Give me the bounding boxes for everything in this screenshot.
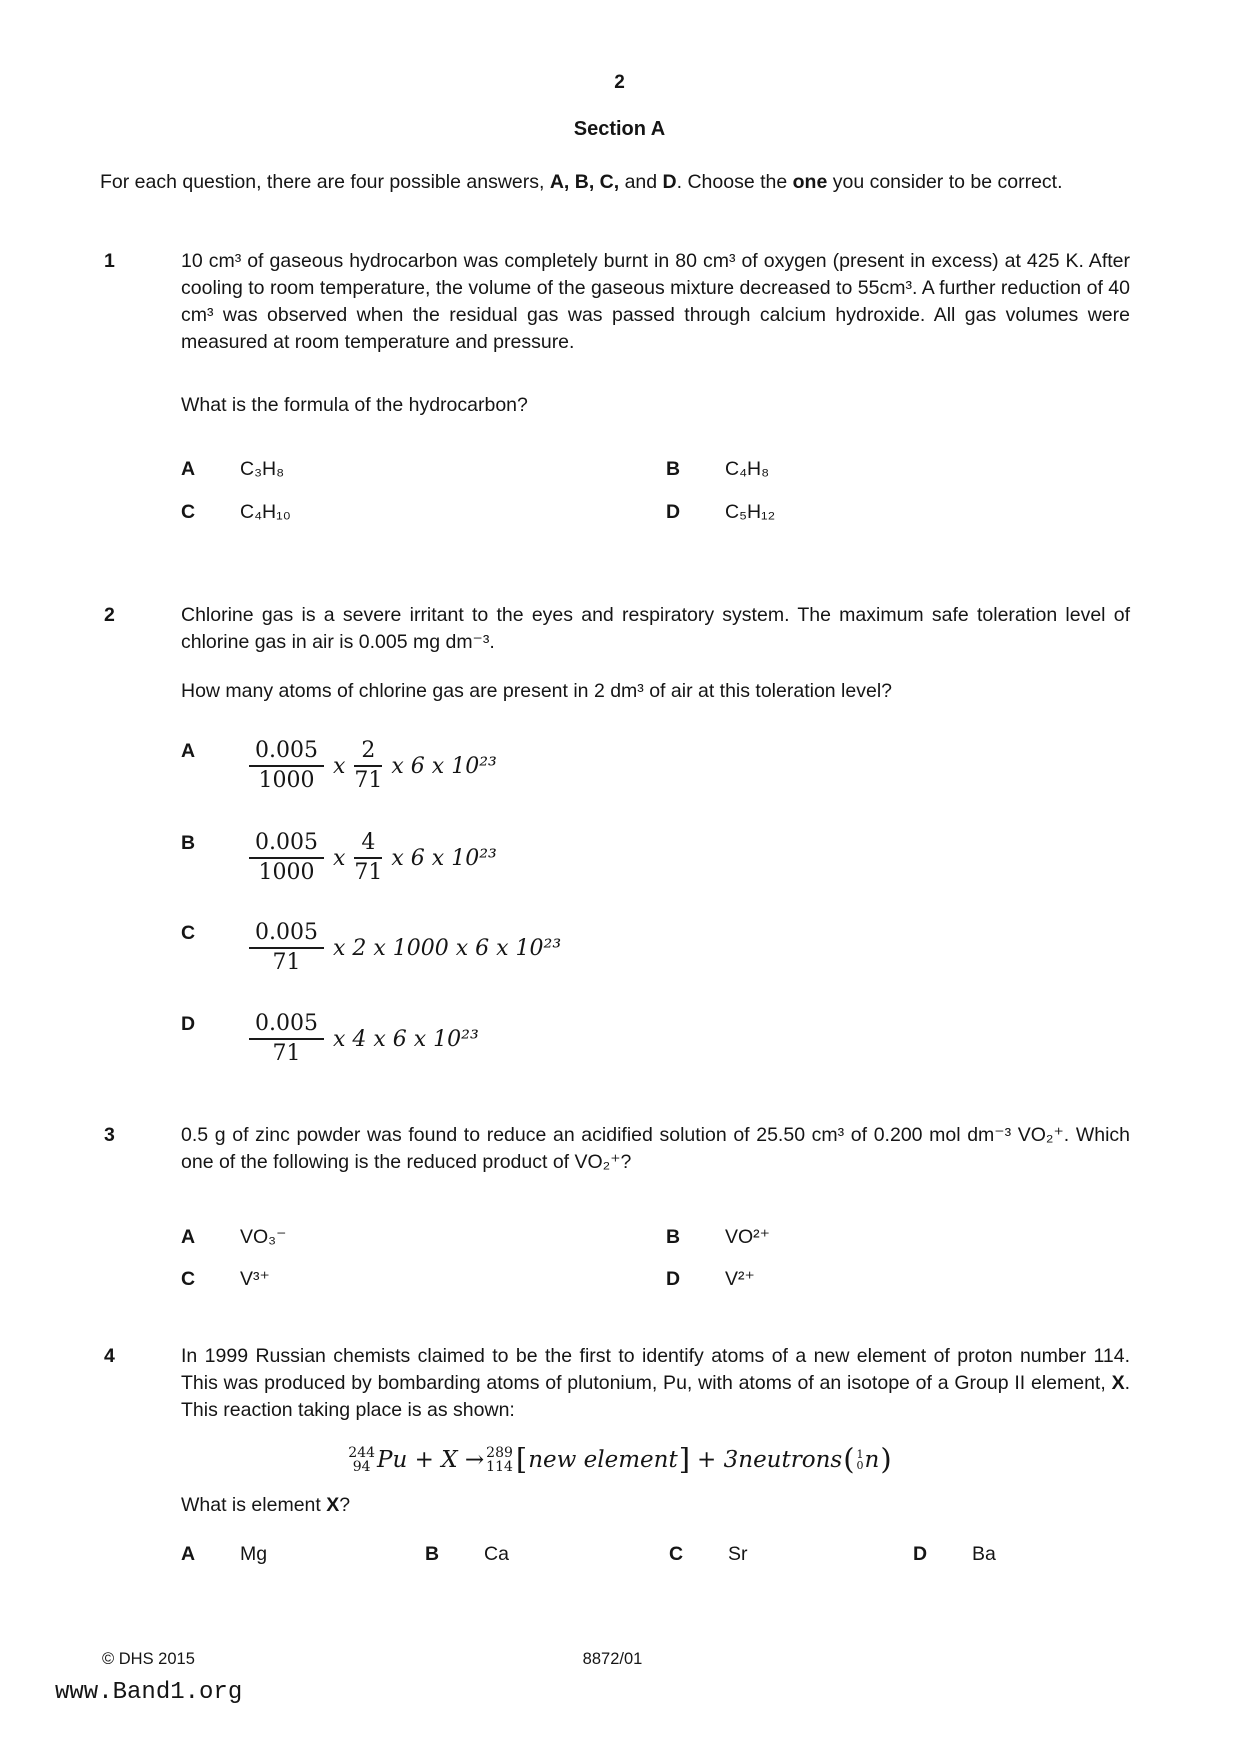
- neutron-numbers: [857, 1449, 864, 1471]
- option-letter-c: C: [669, 1543, 684, 1565]
- question-4-prompt-text: ?: [339, 1494, 351, 1516]
- option-letter-d: D: [666, 1268, 681, 1290]
- option-letter-b: B: [666, 1226, 681, 1248]
- paren-close: ): [880, 1442, 892, 1476]
- formula-tail: x 2 x 1000 x 6 x 10²³: [332, 935, 562, 961]
- footer-website: www.Band1.org: [55, 1679, 243, 1706]
- fraction: [249, 1011, 324, 1067]
- question-3-number: 3: [104, 1124, 115, 1146]
- footer-copyright: © DHS 2015: [102, 1650, 195, 1668]
- formula-tail: x 4 x 6 x 10²³: [332, 1026, 479, 1052]
- option-letter-b: B: [666, 458, 681, 480]
- fraction-numerator: 0.005: [249, 920, 324, 949]
- option-value-a: C₃H₈: [240, 458, 285, 480]
- instructions-bold-abc: A, B, C,: [549, 171, 620, 193]
- fraction: [249, 830, 324, 886]
- instructions-text: . Choose the: [676, 171, 793, 193]
- question-1-options-row: [181, 499, 775, 526]
- instructions-bold-d: D: [662, 171, 677, 193]
- question-2-number: 2: [104, 604, 115, 626]
- question-4-prompt-text: What is element: [181, 1494, 327, 1516]
- paren-open: (: [843, 1442, 855, 1476]
- question-4-prompt-x: X: [326, 1494, 340, 1516]
- question-2-body: Chlorine gas is a severe irritant to the eyes and respiratory system. The maximum safe toleration level of chlorine gas in air is 0.005 mg dm⁻³.: [181, 604, 1130, 653]
- nuclear-equation: [0, 1443, 1239, 1477]
- question-1-options-row: [181, 456, 769, 483]
- question-2-option-c: [181, 920, 561, 976]
- question-2-option-b: [181, 830, 497, 886]
- option-value-b: Ca: [484, 1543, 509, 1565]
- fraction-numerator: 0.005: [249, 1011, 324, 1040]
- question-4-body-text: In 1999 Russian chemists claimed to be the first to identify atoms of a new element of proton number 114. This was produced by bombarding atoms of plutonium, Pu, with atoms of an isotope of a Group II element,: [181, 1345, 1130, 1394]
- option-value-b: C₄H₈: [725, 458, 770, 480]
- fraction-numerator: 0.005: [249, 738, 324, 767]
- question-1-body: 10 cm³ of gaseous hydrocarbon was completely burnt in 80 cm³ of oxygen (present in excess) at 425 K. After cooling to room temperature, the volume of the gaseous mixture decreased to 55cm³. A further reduction of 40 cm³ was observed when the residual gas was passed through calcium hydroxide. All gas volumes were measured at room temperature and pressure.: [181, 250, 1130, 353]
- option-letter-d: D: [666, 501, 681, 523]
- option-letter-c: C: [181, 922, 196, 944]
- fraction-denominator: 71: [272, 1041, 301, 1066]
- fraction-denominator: 71: [354, 860, 383, 885]
- option-value-d: C₅H₁₂: [725, 501, 776, 523]
- mass-number: 244: [348, 1445, 376, 1461]
- page-number: 2: [614, 72, 625, 93]
- option-value-d: Ba: [972, 1543, 996, 1565]
- option-letter-a: A: [181, 458, 196, 480]
- section-title: Section A: [573, 118, 666, 140]
- fraction: [354, 738, 382, 794]
- equation-lhs: Pu + X →: [377, 1447, 485, 1473]
- question-4-body: [181, 1343, 1130, 1424]
- fraction-numerator: 0.005: [249, 830, 324, 859]
- question-1-number: 1: [104, 250, 115, 272]
- instructions-text: and: [619, 171, 663, 193]
- multiply-operator: x: [332, 753, 346, 779]
- bracket-close: ]: [678, 1442, 691, 1476]
- equation-new-element: new element: [528, 1447, 678, 1473]
- option-value-d: V²⁺: [725, 1268, 755, 1290]
- option-value-c: C₄H₁₀: [240, 501, 291, 523]
- instructions: [100, 169, 1130, 196]
- question-1-prompt: What is the formula of the hydrocarbon?: [181, 394, 528, 416]
- footer-paper-code: 8872/01: [582, 1650, 643, 1668]
- option-letter-a: A: [181, 740, 196, 762]
- question-2-option-a: [181, 738, 497, 794]
- mass-number: 1: [856, 1448, 864, 1461]
- instructions-text: For each question, there are four possible answers,: [100, 171, 550, 193]
- equation-neutrons: + 3neutrons: [697, 1447, 843, 1473]
- question-4-element-x: X: [1111, 1372, 1125, 1394]
- question-3-options-row: [181, 1266, 755, 1293]
- fraction-denominator: 1000: [258, 768, 315, 793]
- question-3-body: 0.5 g of zinc powder was found to reduce an acidified solution of 25.50 cm³ of 0.200 mol dm⁻³ VO₂⁺. Which one of the following is the reduced product of VO₂⁺?: [181, 1124, 1130, 1173]
- nuclide-numbers-pu: [348, 1446, 375, 1474]
- option-value-a: Mg: [240, 1543, 268, 1565]
- fraction: [354, 830, 382, 886]
- nuclide-numbers-new-element: [486, 1446, 513, 1474]
- instructions-text: you consider to be correct.: [827, 171, 1063, 193]
- option-letter-d: D: [913, 1543, 928, 1565]
- atomic-number: 114: [486, 1459, 513, 1475]
- multiply-operator: x: [332, 845, 346, 871]
- option-letter-d: D: [181, 1013, 196, 1035]
- option-letter-b: B: [425, 1543, 440, 1565]
- atomic-number: 0: [856, 1459, 864, 1472]
- option-value-c: V³⁺: [240, 1268, 270, 1290]
- atomic-number: 94: [352, 1459, 371, 1475]
- option-letter-b: B: [181, 832, 196, 854]
- fraction-numerator: 2: [354, 738, 382, 767]
- question-4-options-row: [181, 1541, 996, 1568]
- fraction-denominator: 71: [272, 950, 301, 975]
- formula-tail: x 6 x 10²³: [391, 845, 497, 871]
- question-4-body-text: . This reaction taking place is as shown:: [181, 1372, 1130, 1421]
- neutron-symbol: n: [864, 1447, 880, 1473]
- fraction-denominator: 1000: [258, 860, 315, 885]
- option-letter-a: A: [181, 1226, 196, 1248]
- fraction-denominator: 71: [354, 768, 383, 793]
- question-3-options-row: [181, 1224, 770, 1251]
- option-letter-a: A: [181, 1543, 196, 1565]
- bracket-open: [: [515, 1442, 528, 1476]
- question-2-prompt: How many atoms of chlorine gas are present in 2 dm³ of air at this toleration level?: [181, 680, 893, 702]
- option-value-b: VO²⁺: [725, 1226, 770, 1248]
- fraction-numerator: 4: [354, 830, 382, 859]
- option-value-c: Sr: [728, 1543, 748, 1565]
- question-4-prompt: [181, 1492, 350, 1519]
- option-letter-c: C: [181, 1268, 196, 1290]
- option-letter-c: C: [181, 501, 196, 523]
- formula-tail: x 6 x 10²³: [391, 753, 497, 779]
- mass-number: 289: [486, 1445, 513, 1461]
- instructions-bold-one: one: [792, 171, 828, 193]
- fraction: [249, 920, 324, 976]
- option-value-a: VO₃⁻: [240, 1226, 287, 1248]
- fraction: [249, 738, 324, 794]
- question-4-number: 4: [104, 1345, 115, 1367]
- question-2-option-d: [181, 1011, 479, 1067]
